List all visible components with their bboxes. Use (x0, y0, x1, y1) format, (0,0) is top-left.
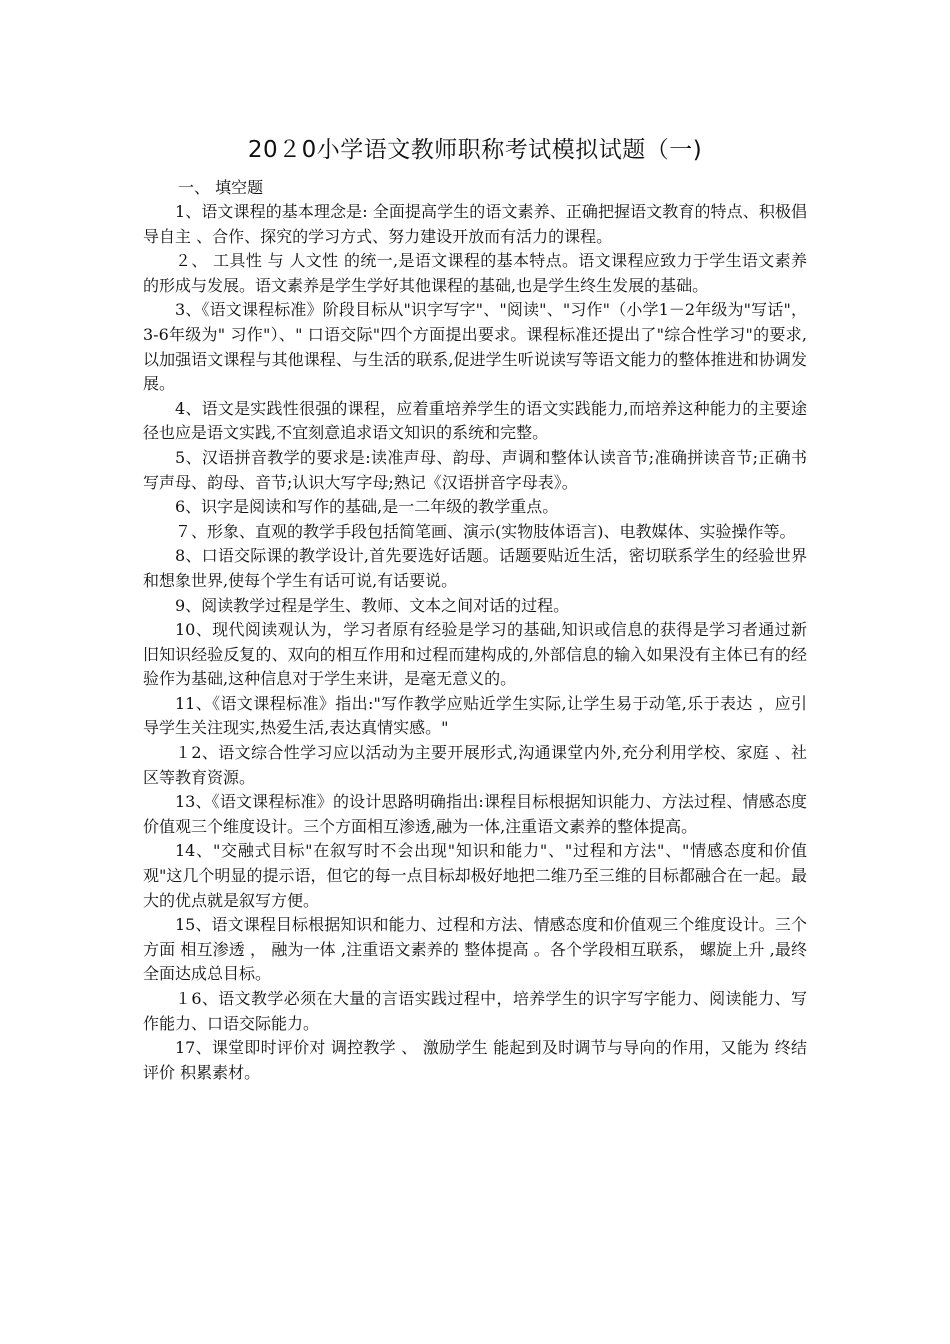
paragraph-2: ２、 工具性 与 人文性 的统一,是语文课程的基本特点。语文课程应致力于学生语文素养的形成与发展。语文素养是学生学好其他课程的基础,也是学生终生发展的基础。 (143, 251, 807, 295)
paragraph-13: 13、《语文课程标准》的设计思路明确指出:课程目标根据知识能力、方法过程、情感态度价值观三个维度设计。三个方面相互渗透,融为一体,注重语文素养的整体提高。 (143, 792, 807, 836)
document-body (143, 200, 807, 1085)
paragraph-16: １6、语文教学必须在大量的言语实践过程中，培养学生的识字写字能力、阅读能力、写作能力、口语交际能力。 (143, 989, 807, 1033)
paragraph-8: 8、口语交际课的教学设计,首先要选好话题。话题要贴近生活，密切联系学生的经验世界和想象世界,使每个学生有话可说,有话要说。 (143, 546, 807, 590)
paragraph-6: 6、识字是阅读和写作的基础,是一二年级的教学重点。 (175, 497, 559, 517)
paragraph-7: ７、形象、直观的教学手段包括简笔画、演示(实物肢体语言)、电教媒体、实验操作等。 (175, 521, 796, 541)
paragraph-9: 9、阅读教学过程是学生、教师、文本之间对话的过程。 (175, 595, 570, 615)
paragraph-17: 17、课堂即时评价对 调控教学 、 激励学生 能起到及时调节与导向的作用，又能为 终结评价 积累素材。 (143, 1038, 807, 1082)
paragraph-3: 3、《语文课程标准》阶段目标从"识字写字"、"阅读"、"习作"（小学1－2年级为"写话"，3-6年级为" 习作"）、" 口语交际"四个方面提出要求。课程标准还提出了"综合性学习"的要求,以加强语文课程与其他课程、与生活的联系,促进学生听说读写等语文能力的整体推进和协调发展。 (143, 300, 807, 394)
paragraph-5: 5、汉语拼音教学的要求是:读准声母、韵母、声调和整体认读音节;准确拼读音节;正确书写声母、韵母、音节;认识大写字母;熟记《汉语拼音字母表》。 (143, 447, 807, 492)
paragraph-4: 4、语文是实践性很强的课程，应着重培养学生的语文实践能力,而培养这种能力的主要途径也应是语文实践,不宜刻意追求语文知识的系统和完整。 (143, 398, 807, 443)
section-heading: 一、 填空题 (178, 178, 264, 197)
paragraph-12: １2、语文综合性学习应以活动为主要开展形式,沟通课堂内外,充分利用学校、家庭 、社区等教育资源。 (143, 743, 807, 787)
document-title: 20２0小学语文教师职称考试模拟试题（一) (247, 137, 703, 163)
paragraph-11: 11、《语文课程标准》指出:"写作教学应贴近学生实际,让学生易于动笔,乐于表达 ，应引导学生关注现实,热爱生活,表达真情实感。" (143, 693, 807, 738)
paragraph-15: 15、语文课程目标根据知识和能力、过程和方法、情感态度和价值观三个维度设计。三个方面 相互渗透 ， 融为一体 ,注重语文素养的 整体提高 。各个学段相互联系， 螺旋上升 ,最终全面达成总目标。 (143, 915, 807, 984)
paragraph-14: 14、"交融式目标"在叙写时不会出现"知识和能力"、"过程和方法"、"情感态度和价值观"这几个明显的提示语，但它的每一点目标却极好地把二维乃至三维的目标都融合在一起。最大的优点就是叙写方便。 (143, 841, 807, 910)
paragraph-1: 1、语文课程的基本理念是: 全面提高学生的语文素养、正确把握语文教育的特点、积极倡导自主 、合作、探究的学习方式、努力建设开放而有活力的课程。 (143, 202, 807, 246)
paragraph-10: 10、现代阅读观认为，学习者原有经验是学习的基础,知识或信息的获得是学习者通过新旧知识经验反复的、双向的相互作用和过程而建构成的,外部信息的输入如果没有主体已有的经验作为基础,这种信息对于学生来讲，是毫无意义的。 (143, 620, 807, 689)
